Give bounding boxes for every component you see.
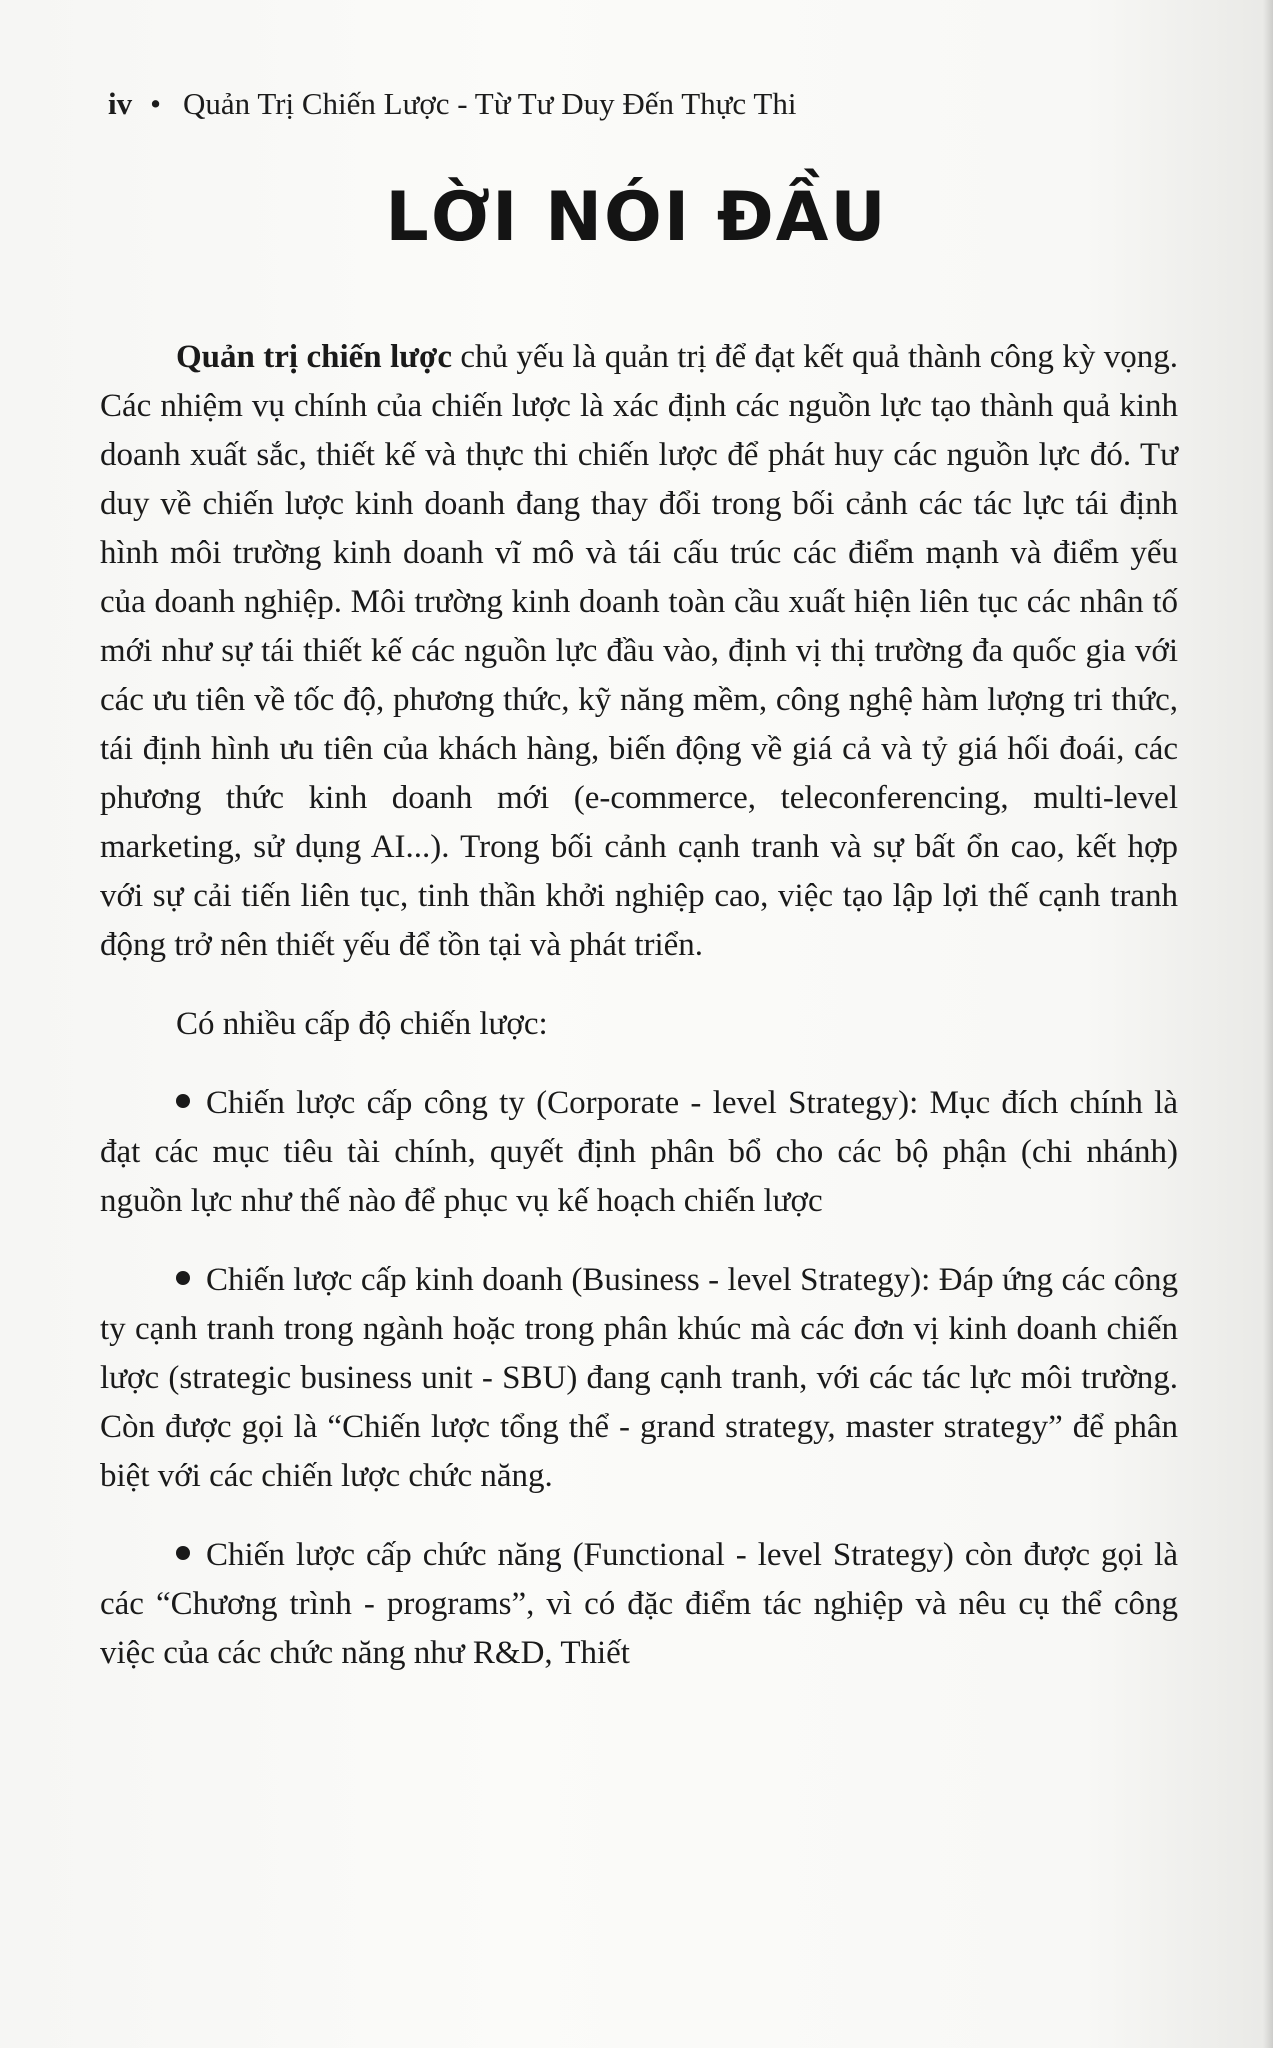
intro-lead-term: Quản trị chiến lược xyxy=(176,339,452,375)
page-edge-shadow xyxy=(1263,0,1273,2048)
intro-body: chủ yếu là quản trị để đạt kết quả thành công kỳ vọng. Các nhiệm vụ chính của chiến lược là xác định các nguồn lực tạo thành quả kinh doanh xuất sắc, thiết kế và thực thi chiến lược để phát huy các nguồn lực đó. Tư duy về chiến lược kinh doanh đang thay đổi trong bối cảnh các tác lực tái định hình môi trường kinh doanh vĩ mô và tái cấu trúc các điểm mạnh và điểm yếu của doanh nghiệp. Môi trường kinh doanh toàn cầu xuất hiện liên tục các nhân tố mới như sự tái thiết kế các nguồn lực đầu vào, định vị thị trường đa quốc gia với các ưu tiên về tốc độ, phương thức, kỹ năng mềm, công nghệ hàm lượng tri thức, tái định hình ưu tiên của khách hàng, biến động về giá cả và tỷ giá hối đoái, các phương thức kinh doanh mới (e-commerce, teleconferencing, multi-level marketing, sử dụng AI...). Trong bối cảnh cạnh tranh và sự bất ổn cao, kết hợp với sự cải tiến liên tục, tinh thần khởi nghiệp cao, việc tạo lập lợi thế cạnh tranh động trở nên thiết yếu để tồn tại và phát triển. xyxy=(100,339,1178,963)
book-title: Quản Trị Chiến Lược - Từ Tư Duy Đến Thực Thi xyxy=(182,86,797,121)
body-text xyxy=(100,333,1178,1678)
chapter-title: LỜI NÓI ĐẦU xyxy=(385,178,888,257)
bullet-item-functional xyxy=(100,1531,1178,1678)
bullet-dot-icon xyxy=(176,1094,190,1108)
levels-intro: Có nhiều cấp độ chiến lược: xyxy=(176,1006,548,1042)
header-separator: • xyxy=(150,86,161,121)
bullet-dot-icon xyxy=(176,1546,190,1560)
bullet-text: Chiến lược cấp chức năng (Functional - level Strategy) còn được gọi là các “Chương trình - programs”, vì có đặc điểm tác nghiệp và nêu cụ thể công việc của các chức năng như R&D, Thiết xyxy=(100,1537,1178,1671)
intro-paragraph xyxy=(100,333,1178,970)
page-number: iv xyxy=(108,86,133,121)
bullet-item-business xyxy=(100,1256,1178,1501)
bullet-dot-icon xyxy=(176,1271,190,1285)
running-header xyxy=(108,86,796,122)
bullet-text: Chiến lược cấp công ty (Corporate - level Strategy): Mục đích chính là đạt các mục tiêu tài chính, quyết định phân bổ cho các bộ phận (chi nhánh) nguồn lực như thế nào để phục vụ kế hoạch chiến lược xyxy=(100,1085,1178,1219)
bullet-item-corporate xyxy=(100,1079,1178,1226)
bullet-text: Chiến lược cấp kinh doanh (Business - level Strategy): Đáp ứng các công ty cạnh tranh trong ngành hoặc trong phân khúc mà các đơn vị kinh doanh chiến lược (strategic business unit - SBU) đang cạnh tranh, với các tác lực môi trường. Còn được gọi là “Chiến lược tổng thể - grand strategy, master strategy” để phân biệt với các chiến lược chức năng. xyxy=(100,1262,1178,1494)
